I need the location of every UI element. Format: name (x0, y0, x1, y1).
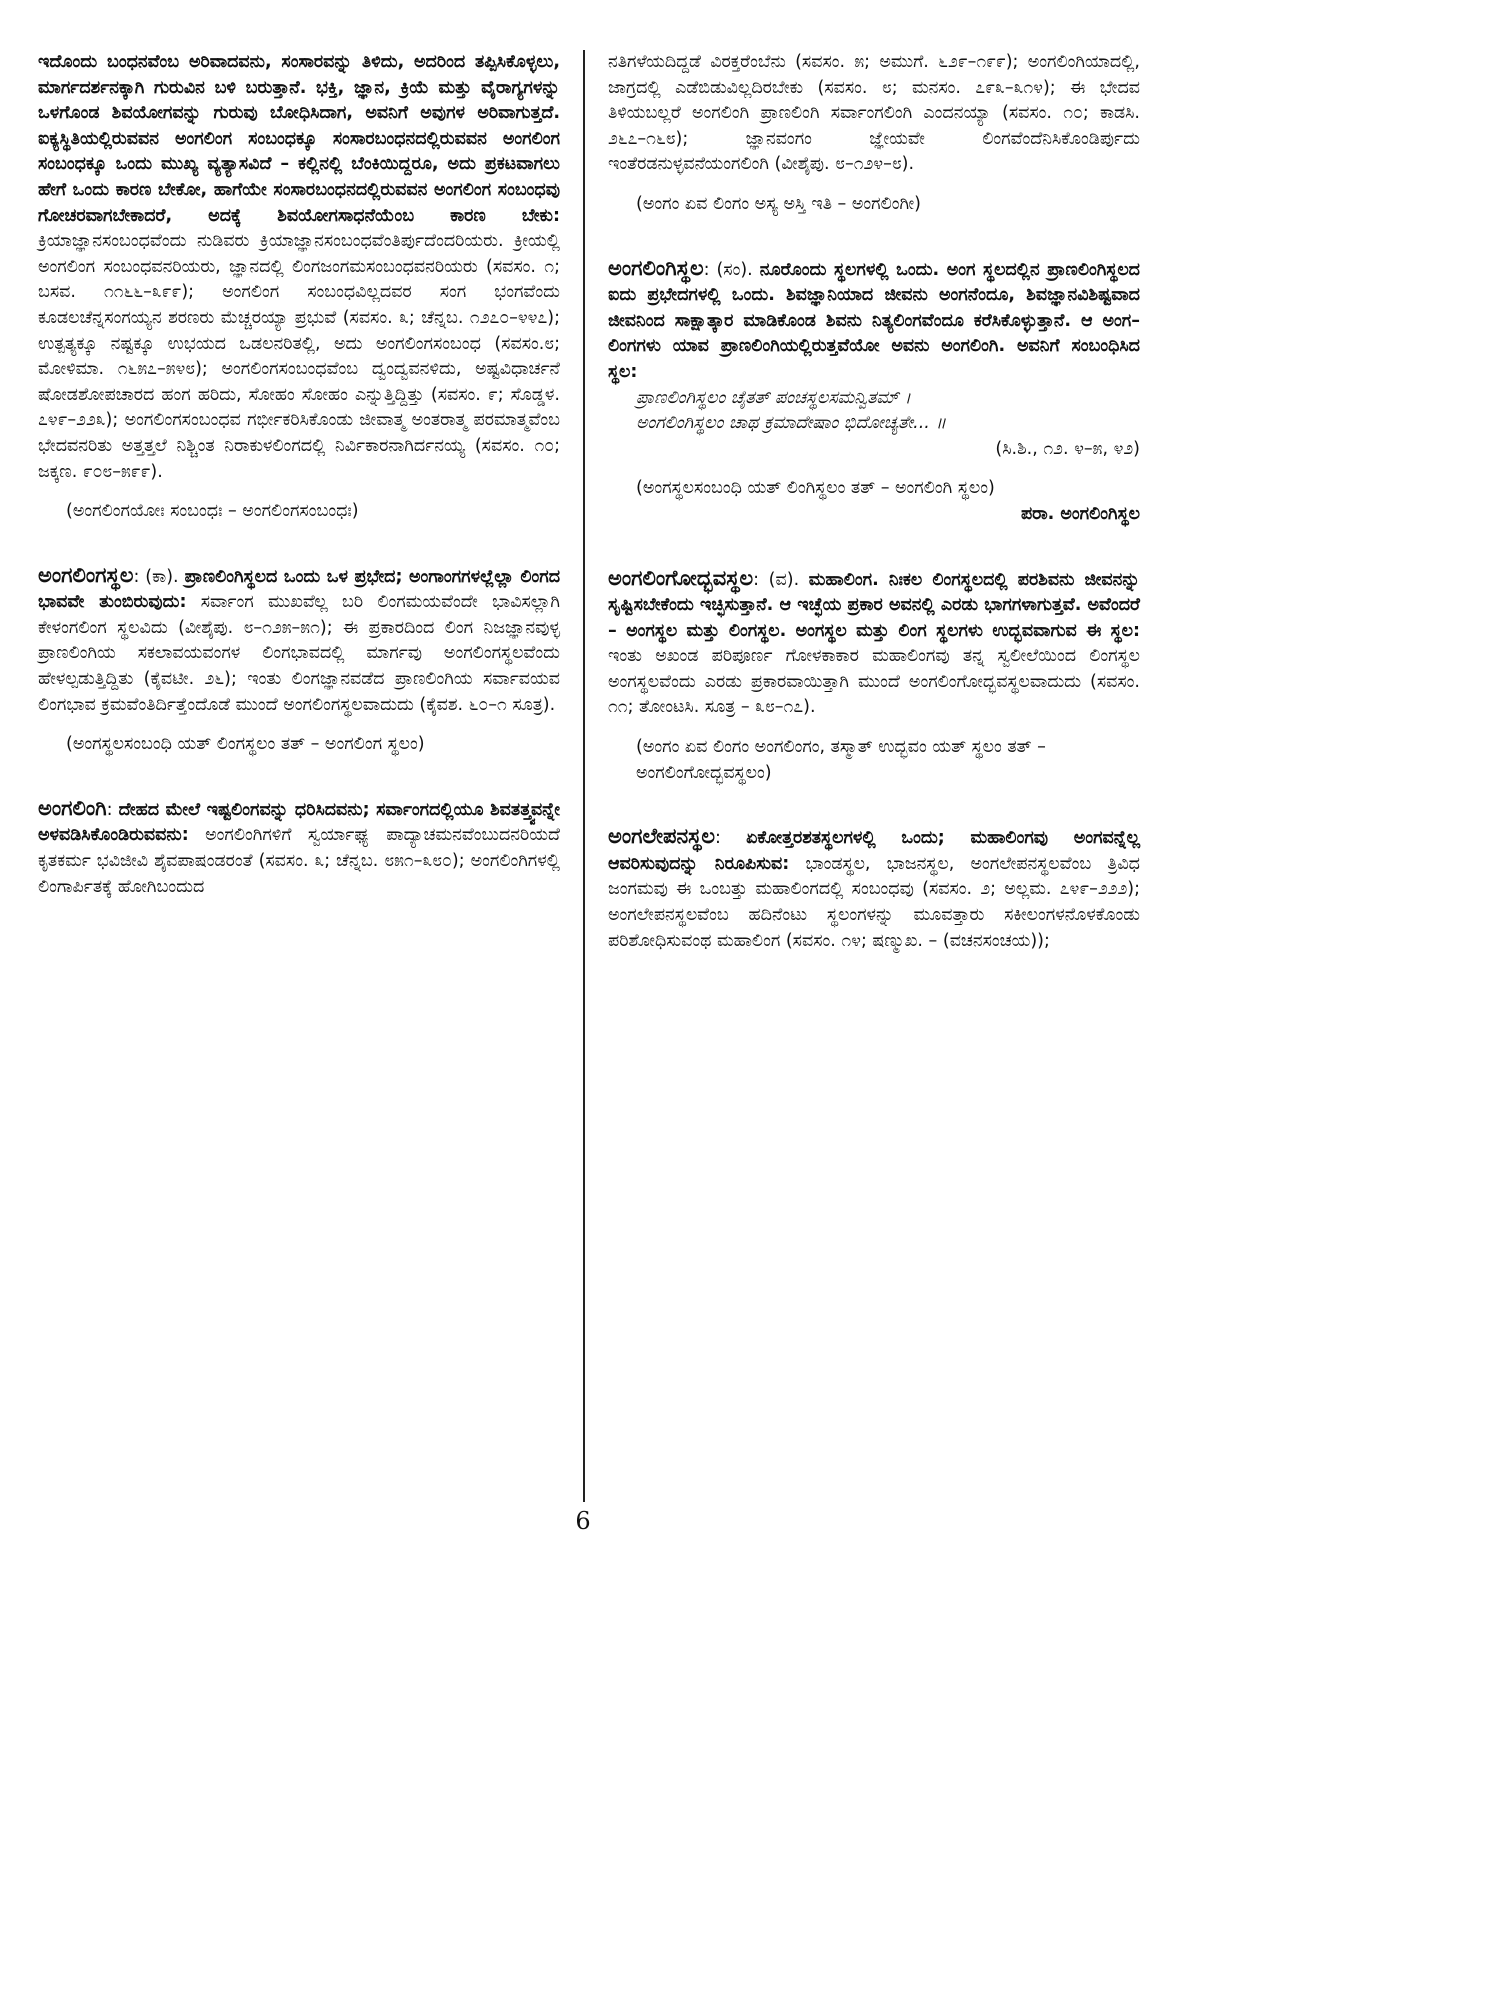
etymology: (ಅಂಗಸ್ಥಲಸಂಬಂಧಿ ಯತ್ ಲಿಂಗಿಸ್ಥಲಂ ತತ್ – ಅಂಗಲಿಂಗಿ ಸ್ಥಲಂ) (636, 478, 995, 499)
etymology: (ಅಂಗಲಿಂಗಯೋಃ ಸಂಬಂಧಃ – ಅಂಗಲಿಂಗಸಂಬಂಧಃ) (66, 501, 359, 522)
headword: ಅಂಗಲಿಂಗಿಸ್ಥಲ (608, 255, 704, 280)
headword: ಅಂಗಲಿಂಗಸ್ಥಲ (38, 562, 134, 587)
left-column (38, 50, 560, 900)
category-tag: : (106, 799, 119, 820)
citations: ಭಾಂಡಸ್ಥಲ, ಭಾಜನಸ್ಥಲ, ಅಂಗಲೇಪನಸ್ಥಲವೆಂಬ ತ್ರಿವಿಧ ಜಂಗಮವು ಈ ಒಂಬತ್ತು ಮಹಾಲಿಂಗದಲ್ಲಿ ಸಂಬಂಧವು (ಸವಸಂ. ೨; ಅಲ್ಲಮ. ೭೪೯–೨೨೨); ಅಂಗಲೇಪನಸ್ಥಲವೆಂಬ ಹದಿನೆಂಟು ಸ್ಥಲಂಗಳನ್ನು ಮೂವತ್ತಾರು ಸಕೀಲಂಗಳನೊಳಕೊಂಡು ಪರಿಶೋಧಿಸುವಂಥ ಮಹಾಲಿಂಗ (ಸವಸಂ. ೧೪; ಷಣ್ಮುಖ. – (ವಚನಸಂಚಯ)); (608, 853, 1140, 951)
right-column (608, 50, 1140, 954)
entry-angalingodbhavasthala (608, 566, 1140, 722)
bold-definition: ಏಕೋತ್ತರಶತಸ್ಥಲಗಳಲ್ಲಿ ಒಂದು; ಮಹಾಲಿಂಗವು ಅಂಗವನ್ನೆಲ್ಲ ಆವರಿಸುವುದನ್ನು ನಿರೂಪಿಸುವ: (608, 828, 1140, 874)
citations: ಇಂತು ಅಖಂಡ ಪರಿಪೂರ್ಣ ಗೋಳಕಾಕಾರ ಮಹಾಲಿಂಗವು ತನ್ನ ಸ್ವಲೀಲೆಯಿಂದ ಲಿಂಗಸ್ಥಲ ಅಂಗಸ್ಥಲವೆಂದು ಎರಡು ಪ್ರಕಾರವಾಯಿತ್ತಾಗಿ ಮುಂದೆ ಅಂಗಲಿಂಗೋದ್ಭವಸ್ಥಲವಾದುದು (ಸವಸಂ. ೧೧; ತೋಂಟಸಿ. ಸೂತ್ರ – ೩೮–೧೭). (608, 646, 1140, 718)
bold-definition: ನೂರೊಂದು ಸ್ಥಲಗಳಲ್ಲಿ ಒಂದು. ಅಂಗ ಸ್ಥಲದಲ್ಲಿನ ಪ್ರಾಣಲಿಂಗಿಸ್ಥಲದ ಐದು ಪ್ರಭೇದಗಳಲ್ಲಿ ಒಂದು. ಶಿವಜ್ಞಾನಿಯಾದ ಜೀವನು ಅಂಗನೆಂದೂ, ಶಿವಜ್ಞಾನವಿಶಿಷ್ಟವಾದ ಜೀವನಿಂದ ಸಾಕ್ಷಾತ್ಕಾರ ಮಾಡಿಕೊಂಡ ಶಿವನು ನಿತ್ಯಲಿಂಗವೆಂದೂ ಕರೆಸಿಕೊಳ್ಳುತ್ತಾನೆ. ಆ ಅಂಗ–ಲಿಂಗಗಳು ಯಾವ ಪ್ರಾಣಲಿಂಗಿಯಲ್ಲಿರುತ್ತವೆಯೋ ಅವನು ಅಂಗಲಿಂಗಿ. ಅವನಿಗೆ ಸಂಬಂಧಿಸಿದ ಸ್ಥಲ: (608, 259, 1140, 382)
category-tag: : (715, 828, 747, 849)
sanskrit-verse-line: ಅಂಗಲಿಂಗಿಸ್ಥಲಂ ಚಾಥ ಕ್ರಮಾದೇಷಾಂ ಭಿದೋಚ್ಯತೇ... ॥ (636, 413, 947, 434)
continued-entry-text: ನತಿಗಳೆಯದಿದ್ದಡೆ ವಿರಕ್ತರೆಂಬೆನು (ಸವಸಂ. ೫; ಅಮುಗೆ. ೬೨೯–೧೯೯); ಅಂಗಲಿಂಗಿಯಾದಲ್ಲಿ, ಜಾಗ್ರದಲ್ಲಿ ಎಡೆಬಿಡುವಿಲ್ಲದಿರಬೇಕು (ಸವಸಂ. ೮; ಮನಸಂ. ೭೯೩–೩೧೪); ಈ ಭೇದವ ತಿಳಿಯಬಲ್ಲರೆ ಅಂಗಲಿಂಗಿ ಪ್ರಾಣಲಿಂಗಿ ಸರ್ವಾಂಗಲಿಂಗಿ ಎಂದನಯ್ಯಾ (ಸವಸಂ. ೧೦; ಕಾಡಸಿ. ೨೬೭–೧೬೮); ಜ್ಞಾನವಂಗಂ ಜ್ಞೇಯವೇ ಲಿಂಗವೆಂದೆನಿಸಿಕೊಂಡಿರ್ಪುದು ಇಂತೆರಡನುಳ್ಳವನೆಯಂಗಲಿಂಗಿ (ವೀಶೈಪು. ೮–೧೨೪–೮). (608, 52, 1140, 175)
category-tag: : (ಕಾ). (133, 566, 185, 587)
etymology: (ಅಂಗಂ ಏವ ಲಿಂಗಂ ಅಂಗಲಿಂಗಂ, ತಸ್ಮಾತ್ ಉದ್ಭವಂ ಯತ್ ಸ್ಥಲಂ ತತ್ – ಅಂಗಲಿಂಗೋದ್ಭವಸ್ಥಲಂ) (636, 737, 1046, 783)
cross-reference: ಪರಾ. ಅಂಗಲಿಂಗಿಸ್ಥಲ (1020, 503, 1140, 524)
continued-entry-text (38, 50, 560, 485)
headword: ಅಂಗಲೇಪನಸ್ಥಲ (608, 824, 716, 849)
citations: ಅಂಗಲಿಂಗಿಗಳಿಗೆ ಸ್ವರ್ಯಾಘ್ಯ ಪಾದ್ಯಾಚಮನವೆಂಬುದನರಿಯದೆ ಕೃತಕರ್ಮ ಭವಿಜೀವಿ ಶೈವಪಾಷಂಡರಂತೆ (ಸವಸಂ. ೩; ಚೆನ್ನಬ. ೮೫೧–೩೮೦); ಅಂಗಲಿಂಗಿಗಳಲ್ಲಿ ಲಿಂಗಾರ್ಪಿತಕ್ಕೆ ಹೋಗಿಬಂದುದ (38, 825, 560, 897)
entry-angalingi (38, 796, 560, 900)
category-tag: : (ವ). (753, 569, 809, 590)
page-number: 6 (575, 1507, 591, 1535)
bold-definition: ದೇಹದ ಮೇಲೆ ಇಷ್ಟಲಿಂಗವನ್ನು ಧರಿಸಿದವನು; ಸರ್ವಾಂಗದಲ್ಲಿಯೂ ಶಿವತತ್ತ್ವವನ್ನೇ ಅಳವಡಿಸಿಕೊಂಡಿರುವವನು: (38, 799, 561, 846)
continued-citations: ಕ್ರಿಯಾಜ್ಞಾನಸಂಬಂಧವೆಂದು ನುಡಿವರು ಕ್ರಿಯಾಜ್ಞಾನಸಂಬಂಧವೆಂತಿರ್ಪುದೆಂದರಿಯರು. ಕ್ರೀಯಲ್ಲಿ ಅಂಗಲಿಂಗ ಸಂಬಂಧವನರಿಯರು, ಜ್ಞಾನದಲ್ಲಿ ಲಿಂಗಜಂಗಮಸಂಬಂಧವನರಿಯರು (ಸವಸಂ. ೧; ಬಸವ. ೧೧೬೬–೩೯೯); ಅಂಗಲಿಂಗ ಸಂಬಂಧವಿಲ್ಲದವರ ಸಂಗ ಭಂಗವೆಂದು ಕೂಡಲಚೆನ್ನಸಂಗಯ್ಯನ ಶರಣರು ಮೆಚ್ಚರಯ್ಯಾ ಪ್ರಭುವೆ (ಸವಸಂ. ೩; ಚೆನ್ನಬ. ೧೨೭೦–೪೪೭); ಉತ್ಪತ್ಯಕ್ಕೂ ನಷ್ಟಕ್ಕೂ ಉಭಯದ ಒಡಲನರಿತಲ್ಲಿ, ಅದು ಅಂಗಲಿಂಗಸಂಬಂಧ (ಸವಸಂ.೮; ಮೋಳಿಮಾ. ೧೬೫೭–೫೪೮); ಅಂಗಲಿಂಗಸಂಬಂಧವೆಂಬ ದ್ವಂದ್ವವನಳಿದು, ಅಷ್ಟವಿಧಾರ್ಚನೆ ಷೋಡಶೋಪಚಾರದ ಹಂಗ ಹರಿದು, ಸೋಹಂ ಸೋಹಂ ಎನ್ನುತ್ತಿದ್ದಿತ್ತು (ಸವಸಂ. ೯; ಸೊಡ್ಡಳ. ೭೪೯–೨೨೩); ಅಂಗಲಿಂಗಸಂಬಂಧವ ಗರ್ಭೀಕರಿಸಿಕೊಂಡು ಜೀವಾತ್ಮ ಅಂತರಾತ್ಮ ಪರಮಾತ್ಮವೆಂಬ ಭೇದವನರಿತು ಅತ್ತತ್ತಲೆ ನಿಶ್ಚಿಂತ ನಿರಾಕುಳಲಿಂಗದಲ್ಲಿ ನಿರ್ವಿಕಾರನಾಗಿರ್ದನಯ್ಯ (ಸವಸಂ. ೧೦; ಜಕ್ಕಣ. ೯೦೮–೫೯೯). (38, 231, 560, 482)
sanskrit-verse-line: ಪ್ರಾಣಲಿಂಗಿಸ್ಥಲಂ ಚೈತತ್ ಪಂಚಸ್ಥಲಸಮನ್ವಿತಮ್ । (636, 387, 911, 408)
etymology: (ಅಂಗಸ್ಥಲಸಂಬಂಧಿ ಯತ್ ಲಿಂಗಸ್ಥಲಂ ತತ್ – ಅಂಗಲಿಂಗ ಸ್ಥಲಂ) (66, 734, 425, 755)
entry-angalingasthala (38, 563, 560, 719)
etymology: (ಅಂಗಂ ಏವ ಲಿಂಗಂ ಅಸ್ಯ ಅಸ್ತಿ ಇತಿ – ಅಂಗಲಿಂಗೀ) (636, 193, 921, 214)
headword: ಅಂಗಲಿಂಗೋದ್ಭವಸ್ಥಲ (608, 565, 754, 590)
category-tag: : (ಸಂ). (703, 259, 760, 280)
continued-bold-definition: ಇದೊಂದು ಬಂಧನವೆಂಬ ಅರಿವಾದವನು, ಸಂಸಾರವನ್ನು ತಿಳಿದು, ಅದರಿಂದ ತಪ್ಪಿಸಿಕೊಳ್ಳಲು, ಮಾರ್ಗದರ್ಶನಕ್ಕಾಗಿ ಗುರುವಿನ ಬಳಿ ಬರುತ್ತಾನೆ. ಭಕ್ತಿ, ಜ್ಞಾನ, ಕ್ರಿಯೆ ಮತ್ತು ವೈರಾಗ್ಯಗಳನ್ನು ಒಳಗೊಂಡ ಶಿವಯೋಗವನ್ನು ಗುರುವು ಬೋಧಿಸಿದಾಗ, ಅವನಿಗೆ ಅವುಗಳ ಅರಿವಾಗುತ್ತದೆ. ಐಕ್ಯಸ್ಥಿತಿಯಲ್ಲಿರುವವನ ಅಂಗಲಿಂಗ ಸಂಬಂಧಕ್ಕೂ ಸಂಸಾರಬಂಧನದಲ್ಲಿರುವವನ ಅಂಗಲಿಂಗ ಸಂಬಂಧಕ್ಕೂ ಒಂದು ಮುಖ್ಯ ವ್ಯತ್ಯಾಸವಿದೆ – ಕಲ್ಲಿನಲ್ಲಿ ಬೆಂಕಿಯಿದ್ದರೂ, ಅದು ಪ್ರಕಟವಾಗಲು ಹೇಗೆ ಒಂದು ಕಾರಣ ಬೇಕೋ, ಹಾಗೆಯೇ ಸಂಸಾರಬಂಧನದಲ್ಲಿರುವವನ ಅಂಗಲಿಂಗ ಸಂಬಂಧವು ಗೋಚರವಾಗಬೇಕಾದರೆ, ಅದಕ್ಕೆ ಶಿವಯೋಗಸಾಧನೆಯೆಂಬ ಕಾರಣ ಬೇಕು: (38, 52, 560, 226)
column-divider (583, 50, 585, 1502)
verse-reference: (ಸಿ.ಶಿ., ೧೨. ೪–೫, ೪೨) (995, 438, 1140, 459)
headword: ಅಂಗಲಿಂಗಿ (38, 795, 107, 820)
bold-definition: ಮಹಾಲಿಂಗ. ನಿಃಕಲ ಲಿಂಗಸ್ಥಲದಲ್ಲಿ ಪರಶಿವನು ಜೀವನನ್ನು ಸೃಷ್ಟಿಸಬೇಕೆಂದು ಇಚ್ಛಿಸುತ್ತಾನೆ. ಆ ಇಚ್ಛೆಯ ಪ್ರಕಾರ ಅವನಲ್ಲಿ ಎರಡು ಭಾಗಗಳಾಗುತ್ತವೆ. ಅವೆಂದರೆ – ಅಂಗಸ್ಥಲ ಮತ್ತು ಲಿಂಗಸ್ಥಲ. ಅಂಗಸ್ಥಲ ಮತ್ತು ಲಿಂಗ ಸ್ಥಲಗಳು ಉದ್ಭವವಾಗುವ ಈ ಸ್ಥಲ: (608, 569, 1140, 641)
entry-angalepanasthala (608, 824, 1140, 954)
citations: ಸರ್ವಾಂಗ ಮುಖವೆಲ್ಲ ಬರಿ ಲಿಂಗಮಯವೆಂದೇ ಭಾವಿಸಲ್ಲಾಗಿ ಕೇಳಂಗಲಿಂಗ ಸ್ಥಲವಿದು (ವೀಶೈಪು. ೮–೧೨೫–೫೧); ಈ ಪ್ರಕಾರದಿಂದ ಲಿಂಗ ನಿಜಜ್ಞಾನವುಳ್ಳ ಪ್ರಾಣಲಿಂಗಿಯ ಸಕಲಾವಯವಂಗಳ ಲಿಂಗಭಾವದಲ್ಲಿ ಮಾರ್ಗವು ಅಂಗಲಿಂಗಸ್ಥಲವೆಂದು ಹೇಳಲ್ಪಡುತ್ತಿದ್ದಿತು (ಕೈವಟೀ. ೨೬); ಇಂತು ಲಿಂಗಜ್ಞಾನವಡೆದ ಪ್ರಾಣಲಿಂಗಿಯ ಸರ್ವಾವಯವ ಲಿಂಗಭಾವ ಕ್ರಮವೆಂತಿರ್ದಿತ್ತೆಂದೊಡೆ ಮುಂದೆ ಅಂಗಲಿಂಗಸ್ಥಲವಾದುದು (ಕೈವಶ. ೬೦–೧ ಸೂತ್ರ). (38, 592, 560, 715)
entry-angalingisthala (608, 256, 1140, 386)
bold-definition: ಪ್ರಾಣಲಿಂಗಿಸ್ಥಲದ ಒಂದು ಒಳ ಪ್ರಭೇದ; ಅಂಗಾಂಗಗಳಲ್ಲೆಲ್ಲಾ ಲಿಂಗದ ಭಾವವೇ ತುಂಬಿರುವುದು: (38, 566, 560, 613)
